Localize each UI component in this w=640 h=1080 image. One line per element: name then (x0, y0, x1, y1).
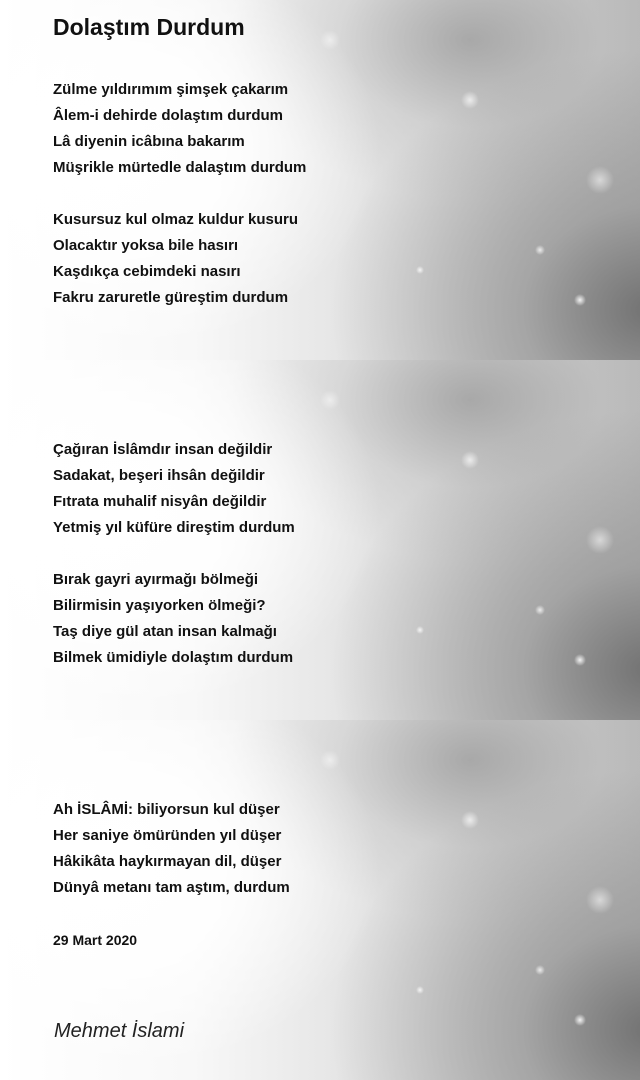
poem-line: Dünyâ metanı tam aştım, durdum (53, 879, 290, 896)
poem-line: Bırak gayri ayırmağı bölmeği (53, 571, 259, 588)
poem-line: Taş diye gül atan insan kalmağı (53, 623, 277, 640)
poem-line: Müşrikle mürtedle dalaştım durdum (53, 159, 307, 176)
poem-line: Olacaktır yoksa bile hasırı (53, 237, 239, 254)
poem-line: Âlem-i dehirde dolaştım durdum (53, 107, 284, 124)
poem-card-3 (0, 720, 640, 1080)
poem-card-2 (0, 360, 640, 720)
poem-line: Yetmiş yıl küfüre direştim durdum (53, 519, 295, 536)
poem-line: Lâ diyenin icâbına bakarım (53, 133, 245, 150)
stanza-4 (53, 567, 293, 671)
poem-line: Hâkikâta haykırmayan dil, düşer (53, 853, 282, 870)
poem-card-1 (0, 0, 640, 360)
stanza-5 (53, 797, 290, 901)
poem-line: Kaşdıkça cebimdeki nasırı (53, 263, 241, 280)
stanza-3 (53, 437, 295, 541)
poem-line: Zülme yıldırımım şimşek çakarım (53, 81, 289, 98)
poem-date: 29 Mart 2020 (53, 932, 138, 948)
poem-line: Fıtrata muhalif nisyân değildir (53, 493, 267, 510)
poem-line: Kusursuz kul olmaz kuldur kusuru (53, 211, 299, 228)
poem-line: Fakru zaruretle güreştim durdum (53, 289, 289, 306)
poem-line: Bilirmisin yaşıyorken ölmeği? (53, 597, 266, 614)
poem-author: Mehmet İslami (54, 1020, 185, 1042)
poem-title: Dolaştım Durdum (53, 14, 245, 40)
poem-line: Çağıran İslâmdır insan değildir (53, 441, 273, 458)
poem-line: Bilmek ümidiyle dolaştım durdum (53, 649, 294, 666)
stanza-2 (53, 207, 298, 311)
poem-line: Her saniye ömüründen yıl düşer (53, 827, 282, 844)
stanza-1 (53, 77, 306, 181)
poem-line: Ah İSLÂMİ: biliyorsun kul düşer (53, 801, 280, 818)
poem-line: Sadakat, beşeri ihsân değildir (53, 467, 265, 484)
